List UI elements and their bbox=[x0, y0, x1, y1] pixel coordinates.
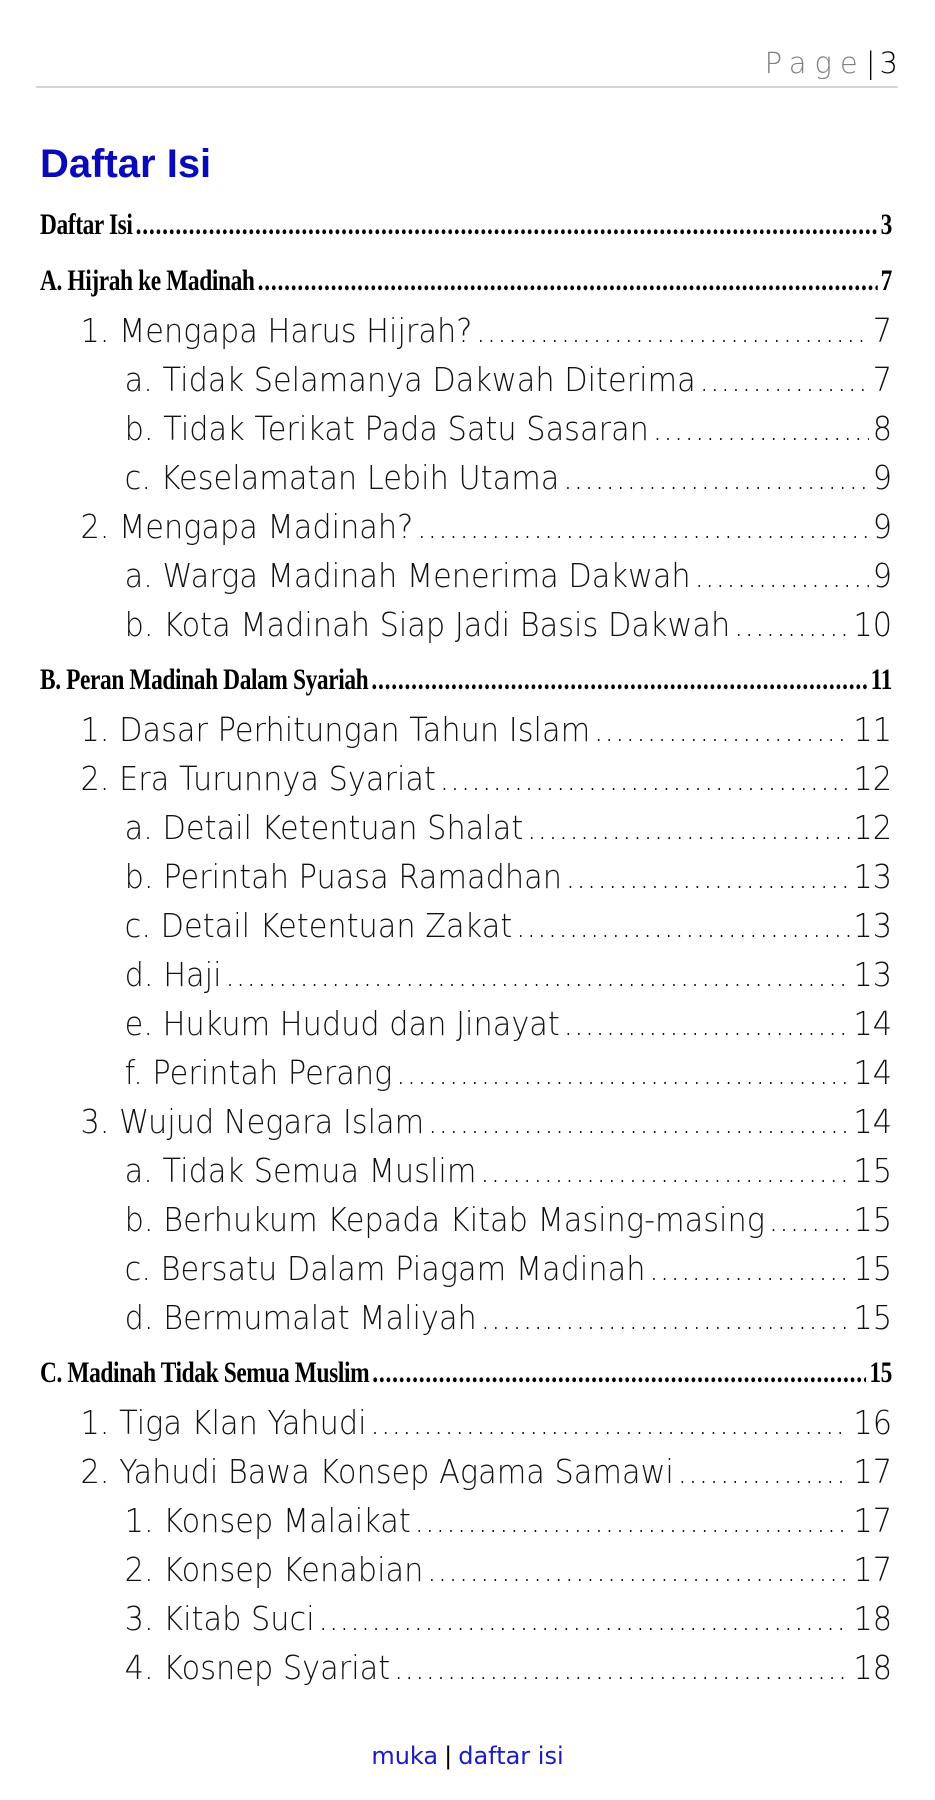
toc-entry-title: c. Bersatu Dalam Piagam Madinah bbox=[124, 1249, 646, 1288]
toc-entry-page: 9 bbox=[872, 458, 893, 497]
toc-entry[interactable] bbox=[40, 256, 892, 306]
toc-leader-dots bbox=[225, 950, 849, 999]
toc-entry-page: 3 bbox=[880, 208, 892, 241]
toc-entry-title: 3. Wujud Negara Islam bbox=[80, 1102, 425, 1141]
toc-leader-dots bbox=[653, 404, 869, 453]
toc-leader-dots bbox=[394, 1643, 850, 1692]
toc-entry-page: 18 bbox=[853, 1648, 893, 1687]
toc-entry-title: b. Berhukum Kepada Kitab Masing-masing bbox=[124, 1200, 765, 1239]
toc-entry-title: Daftar Isi bbox=[40, 208, 133, 241]
toc-entry-title: d. Bermumalat Maliyah bbox=[124, 1298, 477, 1337]
toc-leader-dots bbox=[563, 999, 849, 1048]
toc-entry-title: A. Hijrah ke Madinah bbox=[40, 264, 255, 297]
toc-leader-dots bbox=[428, 1097, 850, 1146]
page-number bbox=[765, 46, 898, 80]
toc-entry-title: b. Perintah Puasa Ramadhan bbox=[124, 857, 562, 896]
toc-entry-page: 13 bbox=[853, 906, 893, 945]
toc-entry[interactable] bbox=[40, 655, 892, 705]
toc-entry-page: 11 bbox=[870, 663, 892, 696]
toc-entry[interactable] bbox=[40, 1146, 892, 1195]
toc-leader-dots bbox=[396, 1048, 850, 1097]
toc-entry[interactable] bbox=[40, 404, 892, 453]
toc-entry-page: 14 bbox=[853, 1004, 893, 1043]
toc-leader-dots bbox=[694, 551, 869, 600]
toc-entry[interactable] bbox=[40, 999, 892, 1048]
toc-entry-title: a. Detail Ketentuan Shalat bbox=[124, 808, 524, 847]
toc-entry-title: f. Perintah Perang bbox=[124, 1053, 393, 1092]
toc-leader-dots bbox=[678, 1447, 850, 1496]
link-muka[interactable]: muka bbox=[371, 1742, 439, 1770]
page-title: Daftar Isi bbox=[40, 142, 212, 186]
toc-entry[interactable] bbox=[40, 852, 892, 901]
toc-entry[interactable] bbox=[40, 1348, 892, 1398]
toc-entry-page: 15 bbox=[853, 1298, 893, 1337]
page-separator: | bbox=[865, 46, 876, 80]
footer-nav bbox=[0, 1742, 935, 1770]
toc-entry[interactable] bbox=[40, 803, 892, 852]
toc-entry[interactable] bbox=[40, 705, 892, 754]
toc-entry-page: 16 bbox=[853, 1403, 893, 1442]
toc-leader-dots bbox=[372, 1348, 866, 1398]
toc-entry-title: d. Haji bbox=[124, 955, 222, 994]
toc-entry-title: 1. Konsep Malaikat bbox=[124, 1501, 411, 1540]
toc-entry-page: 15 bbox=[869, 1356, 892, 1389]
page-header bbox=[36, 40, 898, 88]
toc-entry[interactable] bbox=[40, 1545, 892, 1594]
toc-entry[interactable] bbox=[40, 1398, 892, 1447]
toc-entry-title: b. Tidak Terikat Pada Satu Sasaran bbox=[124, 409, 649, 448]
toc-entry[interactable] bbox=[40, 1244, 892, 1293]
table-of-contents bbox=[40, 200, 892, 1692]
toc-entry[interactable] bbox=[40, 1447, 892, 1496]
toc-entry[interactable] bbox=[40, 200, 892, 250]
toc-entry-title: 1. Tiga Klan Yahudi bbox=[80, 1403, 367, 1442]
toc-leader-dots bbox=[699, 355, 869, 404]
toc-leader-dots bbox=[527, 803, 850, 852]
toc-entry-title: B. Peran Madinah Dalam Syariah bbox=[40, 663, 369, 696]
toc-entry-page: 9 bbox=[872, 507, 893, 546]
toc-entry[interactable] bbox=[40, 754, 892, 803]
toc-leader-dots bbox=[318, 1594, 849, 1643]
toc-entry[interactable] bbox=[40, 1293, 892, 1342]
toc-entry[interactable] bbox=[40, 950, 892, 999]
toc-entry[interactable] bbox=[40, 1643, 892, 1692]
toc-entry-title: 1. Mengapa Harus Hijrah? bbox=[80, 311, 473, 350]
toc-leader-dots bbox=[476, 306, 869, 355]
toc-entry-title: 2. Yahudi Bawa Konsep Agama Samawi bbox=[80, 1452, 674, 1491]
toc-entry[interactable] bbox=[40, 1195, 892, 1244]
toc-entry-title: 2. Konsep Kenabian bbox=[124, 1550, 424, 1589]
toc-entry[interactable] bbox=[40, 551, 892, 600]
toc-entry-page: 12 bbox=[853, 808, 893, 847]
toc-leader-dots bbox=[258, 256, 878, 306]
toc-leader-dots bbox=[136, 200, 878, 250]
toc-leader-dots bbox=[480, 1146, 850, 1195]
toc-entry[interactable] bbox=[40, 1496, 892, 1545]
toc-entry-page: 13 bbox=[853, 955, 893, 994]
toc-entry-page: 11 bbox=[853, 710, 893, 749]
toc-entry-page: 7 bbox=[880, 264, 892, 297]
toc-entry[interactable] bbox=[40, 1097, 892, 1146]
toc-leader-dots bbox=[649, 1244, 850, 1293]
toc-entry-title: 4. Kosnep Syariat bbox=[124, 1648, 391, 1687]
toc-entry-page: 12 bbox=[853, 759, 893, 798]
toc-entry-title: 1. Dasar Perhitungan Tahun Islam bbox=[80, 710, 591, 749]
page-label: Page bbox=[764, 46, 866, 80]
toc-entry-title: b. Kota Madinah Siap Jadi Basis Dakwah bbox=[124, 605, 731, 644]
toc-entry-title: a. Warga Madinah Menerima Dakwah bbox=[124, 556, 691, 595]
toc-leader-dots bbox=[414, 1496, 849, 1545]
toc-entry[interactable] bbox=[40, 1594, 892, 1643]
toc-entry-page: 15 bbox=[853, 1151, 893, 1190]
toc-leader-dots bbox=[370, 1398, 849, 1447]
toc-leader-dots bbox=[480, 1293, 849, 1342]
toc-leader-dots bbox=[594, 705, 850, 754]
toc-entry-title: a. Tidak Semua Muslim bbox=[124, 1151, 477, 1190]
toc-entry-title: 2. Mengapa Madinah? bbox=[80, 507, 414, 546]
toc-entry-page: 13 bbox=[853, 857, 893, 896]
page-number-value: 3 bbox=[879, 46, 898, 80]
toc-leader-dots bbox=[371, 655, 867, 705]
toc-entry-page: 17 bbox=[853, 1501, 893, 1540]
toc-entry-page: 17 bbox=[853, 1550, 893, 1589]
toc-entry-page: 15 bbox=[853, 1200, 893, 1239]
toc-leader-dots bbox=[427, 1545, 850, 1594]
toc-leader-dots bbox=[769, 1195, 850, 1244]
link-daftar-isi[interactable]: daftar isi bbox=[458, 1742, 564, 1770]
toc-entry-page: 7 bbox=[872, 360, 893, 399]
toc-entry[interactable] bbox=[40, 453, 892, 502]
toc-entry-page: 18 bbox=[853, 1599, 893, 1638]
toc-leader-dots bbox=[734, 600, 850, 649]
toc-entry-page: 14 bbox=[853, 1102, 893, 1141]
toc-entry[interactable] bbox=[40, 901, 892, 950]
toc-entry-page: 14 bbox=[853, 1053, 893, 1092]
toc-leader-dots bbox=[566, 852, 850, 901]
toc-entry[interactable] bbox=[40, 355, 892, 404]
toc-entry-page: 10 bbox=[853, 605, 893, 644]
toc-entry-title: c. Detail Ketentuan Zakat bbox=[124, 906, 513, 945]
toc-entry-title: e. Hukum Hudud dan Jinayat bbox=[124, 1004, 560, 1043]
toc-entry[interactable] bbox=[40, 1048, 892, 1097]
toc-leader-dots bbox=[516, 901, 850, 950]
toc-entry-page: 7 bbox=[872, 311, 893, 350]
toc-entry[interactable] bbox=[40, 306, 892, 355]
toc-entry-title: 3. Kitab Suci bbox=[124, 1599, 315, 1638]
toc-entry[interactable] bbox=[40, 600, 892, 649]
toc-entry-title: c. Keselamatan Lebih Utama bbox=[124, 458, 560, 497]
toc-entry-page: 8 bbox=[872, 409, 893, 448]
toc-entry-title: 2. Era Turunnya Syariat bbox=[80, 759, 436, 798]
toc-leader-dots bbox=[417, 502, 869, 551]
toc-leader-dots bbox=[440, 754, 850, 803]
toc-entry-title: a. Tidak Selamanya Dakwah Diterima bbox=[124, 360, 696, 399]
toc-leader-dots bbox=[563, 453, 869, 502]
toc-entry-page: 9 bbox=[872, 556, 893, 595]
toc-entry-page: 15 bbox=[853, 1249, 893, 1288]
toc-entry-page: 17 bbox=[853, 1452, 893, 1491]
toc-entry[interactable] bbox=[40, 502, 892, 551]
footer-separator: | bbox=[444, 1742, 453, 1770]
toc-entry-title: C. Madinah Tidak Semua Muslim bbox=[40, 1356, 370, 1389]
